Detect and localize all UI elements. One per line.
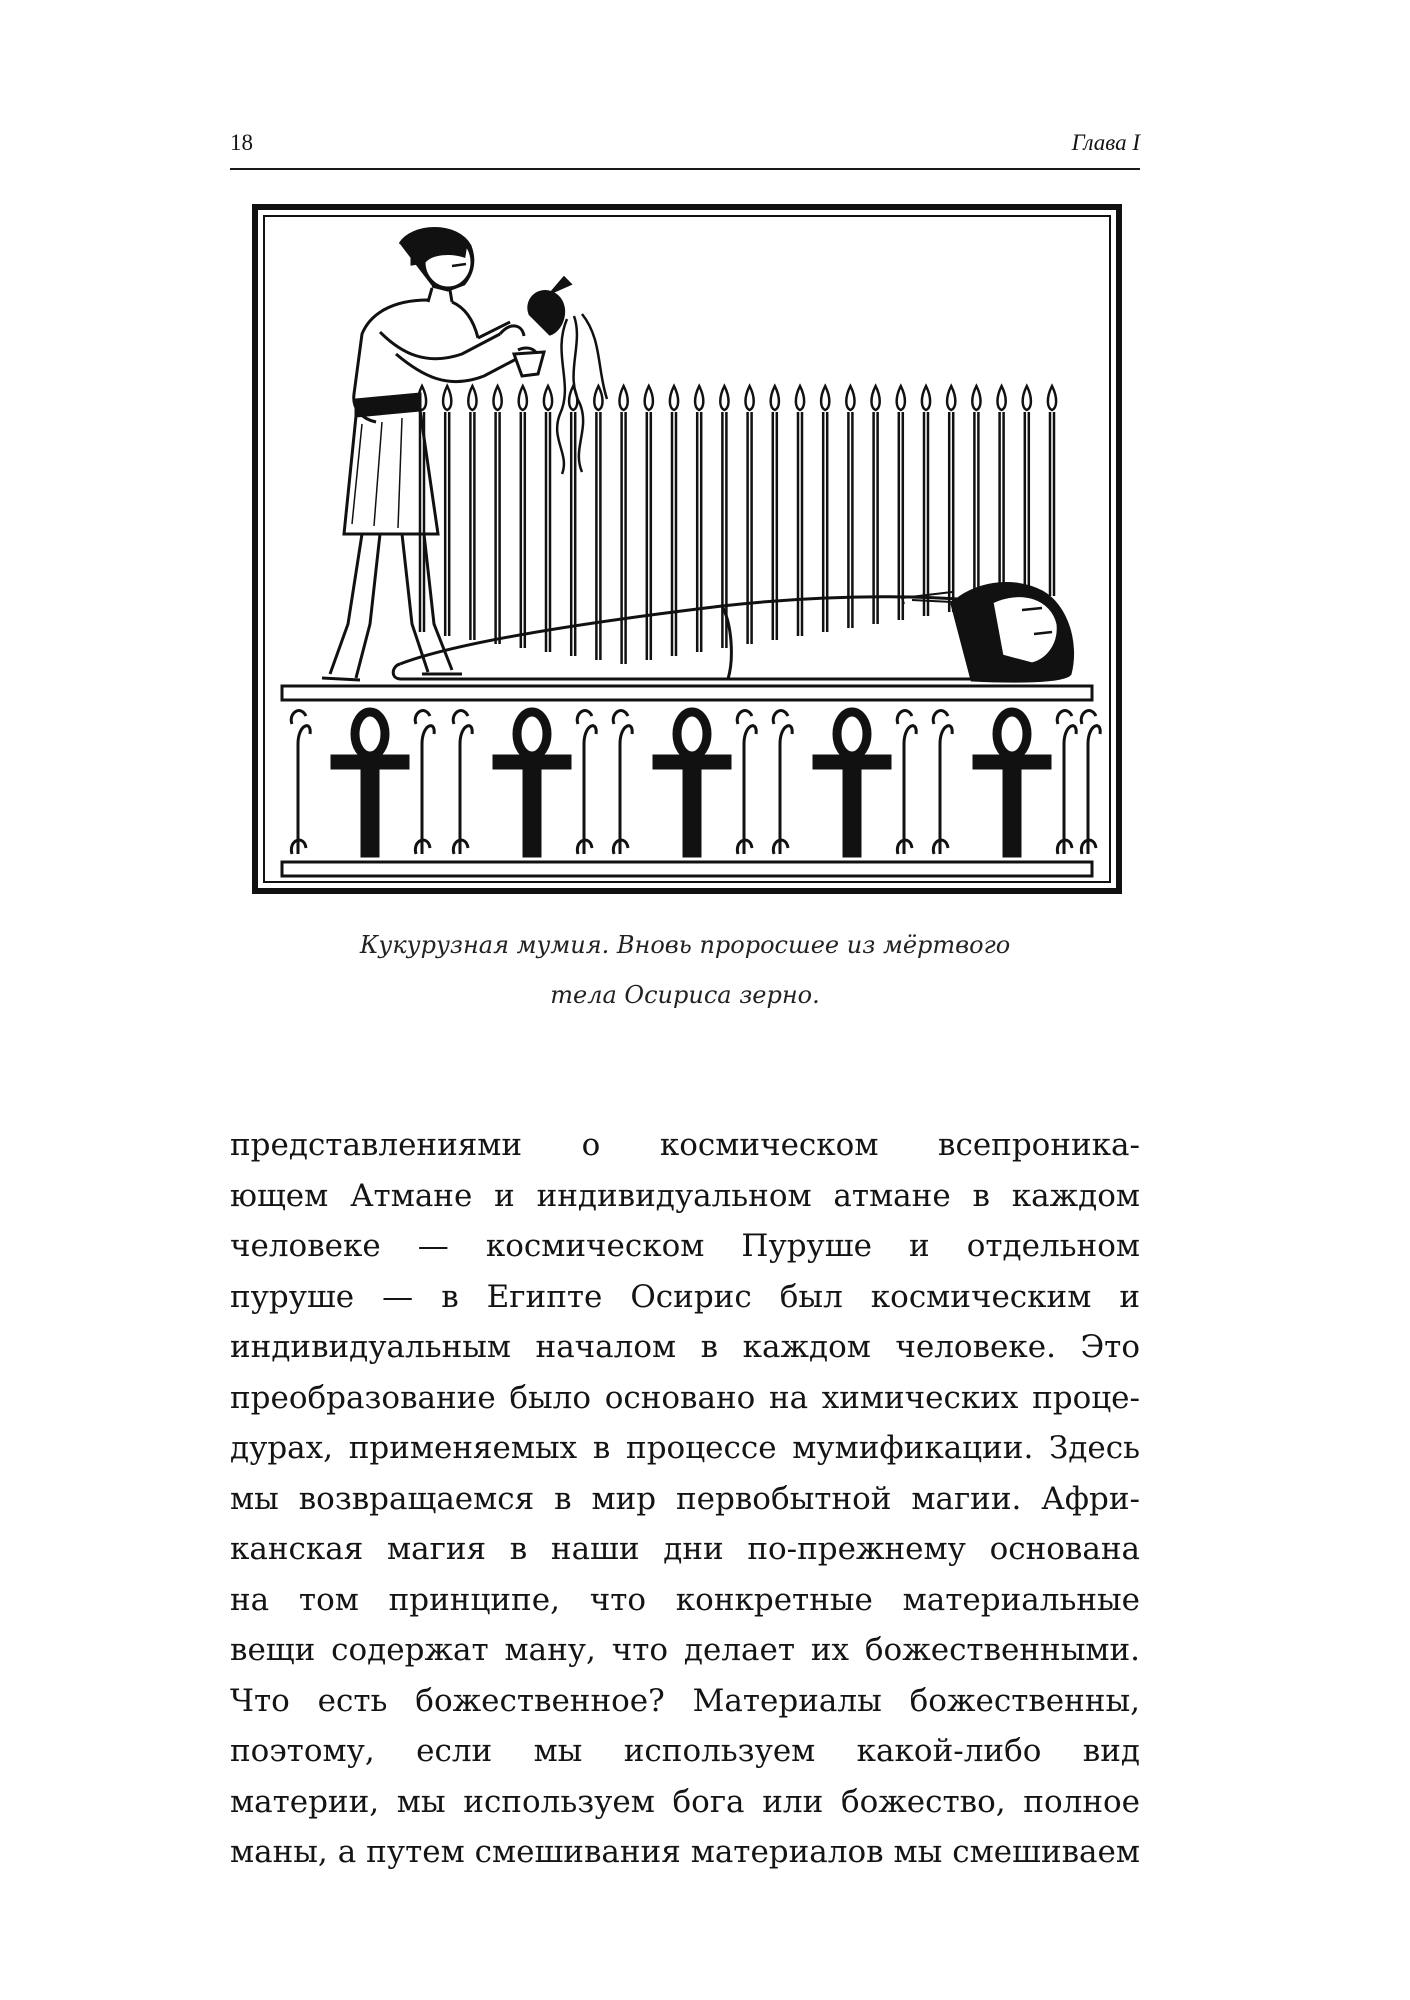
candle [468,386,476,640]
candle [821,386,829,632]
illustration-drawing [252,204,1122,894]
text-line: дурах, применяемых в процессе мумификации. Здесь [230,1430,1140,1466]
illustration-corn-mummy [252,204,1122,894]
text-line: пуруше — в Египте Осирис был космическим и [230,1278,1140,1315]
text-line: маны, а путем смешивания материалов мы смешиваем [230,1834,1140,1870]
running-head [230,128,1140,170]
text-line: мы возвращаемся в мир первобытной магии. Афри- [230,1480,1140,1517]
stalk [613,711,632,854]
ankh [332,712,408,856]
text-line: материи, мы используем бога или божество, полное [230,1783,1140,1820]
candle [972,386,980,608]
caption-line: Кукурузная мумия. Вновь проросшее из мёртвого [359,931,1011,959]
text-line: на том принципе, что конкретные материальные [230,1581,1140,1618]
text-line: человеке — космическом Пуруше и отдельном [230,1228,1140,1264]
text-line: преобразование было основано на химических проце- [230,1379,1140,1416]
stalk [291,711,310,854]
body-paragraph [230,1120,1140,1878]
stalk [737,711,756,854]
candle [619,386,627,664]
stalk [415,711,434,854]
stalk [1081,711,1100,854]
candle [846,386,854,628]
caption-line: тела Осириса зерно. [550,981,820,1009]
candle [1048,386,1056,596]
candle [871,386,879,624]
candle [569,386,577,656]
candle [544,386,552,652]
text-line: канская магия в наши дни по-прежнему основана [230,1531,1140,1567]
candle [443,386,451,636]
ankh [654,712,730,856]
candle [594,386,602,660]
candle [493,386,501,644]
bier-top [282,686,1092,700]
text-line: представлениями о космическом всепроника- [230,1127,1140,1163]
text-line: Что есть божественное? Материалы божественны, [230,1682,1140,1719]
candle [519,386,527,648]
candle [1023,386,1031,600]
candle [897,386,905,620]
bier-base [282,862,1092,876]
stalk [1057,711,1076,854]
candle [695,386,703,652]
text-line: вещи содержат ману, что делает их божественными. [230,1632,1140,1668]
text-line: ющем Атмане и индивидуальном атмане в каждом [230,1177,1140,1214]
candle [670,386,678,656]
text-line: поэтому, если мы используем какой-либо вид [230,1733,1140,1769]
stalk [897,711,916,854]
stalk [453,711,472,854]
ankh-row [291,711,1100,856]
text-line: индивидуальным началом в каждом человеке. Это [230,1329,1140,1365]
stalk [773,711,792,854]
stalk [577,711,596,854]
page-number: 18 [230,130,253,155]
ankh [974,712,1050,856]
ankh [494,712,570,856]
candle [922,386,930,616]
ankh [814,712,890,856]
candle [645,386,653,660]
candle [947,386,955,612]
chapter-title: Глава I [1071,130,1140,155]
candle [997,386,1005,604]
figure-caption [230,920,1140,1020]
candle [745,386,753,644]
stalk [933,711,952,854]
